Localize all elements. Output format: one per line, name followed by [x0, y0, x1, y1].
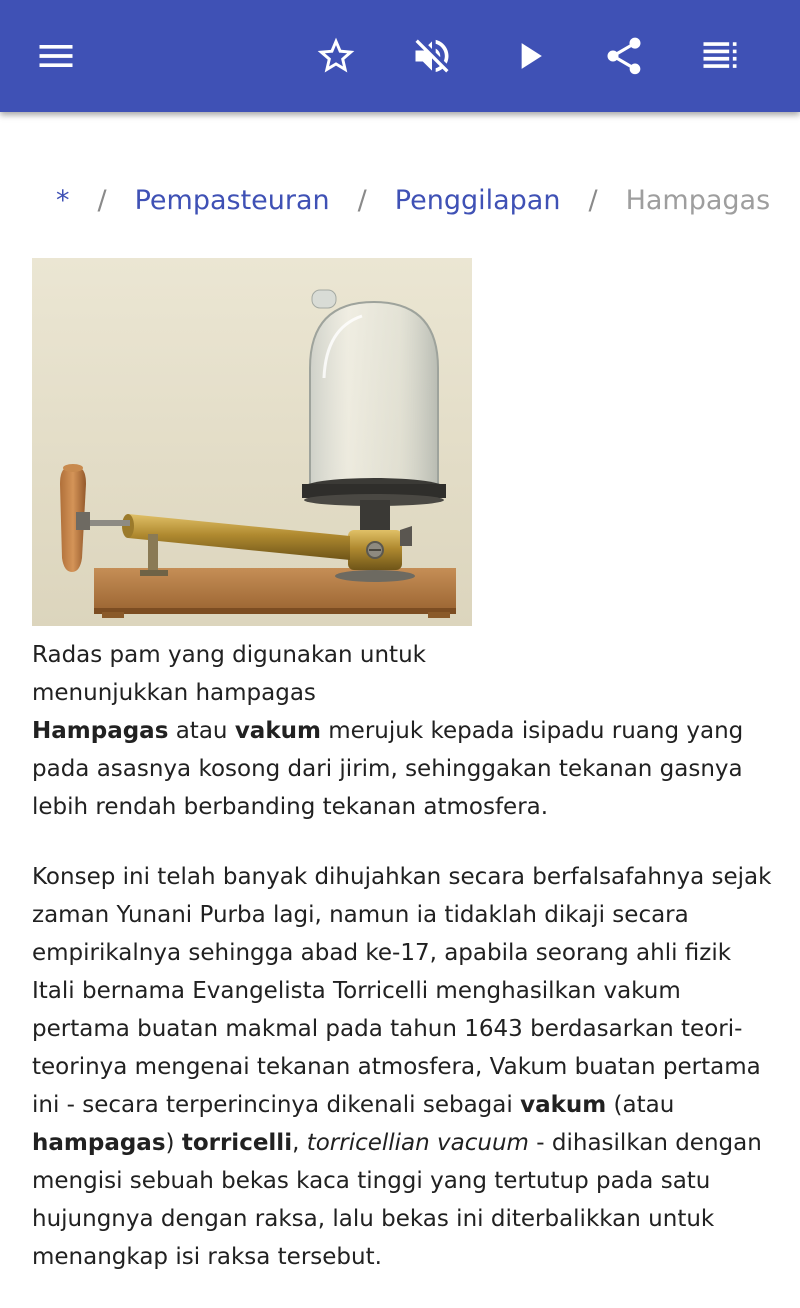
text-span: - dihasilkan dengan mengisi sebuah bekas kaca tinggi yang tertutup pada satu hujungnya dengan raksa, lalu bekas ini diterbalikkan untuk menangkap isi raksa tersebut.: [32, 1130, 762, 1270]
term-vakum: vakum: [520, 1092, 607, 1118]
volume-off-icon: [410, 34, 454, 78]
app-bar: [0, 0, 800, 112]
share-button[interactable]: [592, 24, 656, 88]
term-torricellian-vacuum: torricellian vacuum: [306, 1130, 529, 1156]
article-image[interactable]: [32, 258, 472, 626]
star-icon: [314, 34, 358, 78]
breadcrumb-separator: /: [357, 184, 367, 216]
play-button[interactable]: [497, 24, 561, 88]
favorite-button[interactable]: [304, 24, 368, 88]
term-vakum: vakum: [234, 718, 321, 744]
article-body: [32, 712, 772, 1308]
list-icon: [698, 34, 742, 78]
text-span: Konsep ini telah banyak dihujahkan secara berfalsafahnya sejak zaman Yunani Purba lagi, namun ia tidaklah dikaji secara empirikalnya sehingga abad ke-17, apabila seorang ahli fizik Itali bernama Evangelista Torricelli menghasilkan vakum pertama buatan makmal pada tahun 1643 berdasarkan teori-teorinya mengenai tekanan atmosfera, Vakum buatan pertama ini - secara terperincinya dikenali sebagai: [32, 864, 772, 1118]
term-torricelli: torricelli: [181, 1130, 293, 1156]
breadcrumb-item-home[interactable]: *: [56, 184, 70, 216]
text-span: merujuk kepada isipadu ruang yang pada asasnya kosong dari jirim, sehinggakan tekanan gasnya lebih rendah berbanding tekanan atmosfera.: [32, 718, 744, 820]
breadcrumb-separator: /: [97, 184, 107, 216]
contents-button[interactable]: [688, 24, 752, 88]
play-icon: [507, 34, 551, 78]
article-paragraph: [32, 712, 772, 826]
breadcrumb-item-penggilapan[interactable]: Penggilapan: [394, 184, 561, 216]
breadcrumb-item-pempasteuran[interactable]: Pempasteuran: [134, 184, 330, 216]
term-hampagas: hampagas: [32, 1130, 166, 1156]
breadcrumb-separator: /: [588, 184, 598, 216]
text-span: ,: [292, 1130, 307, 1156]
text-span: atau: [168, 718, 235, 744]
vacuum-pump-illustration: [32, 258, 472, 626]
article-paragraph: [32, 858, 772, 1276]
share-icon: [602, 34, 646, 78]
text-span: (atau: [606, 1092, 675, 1118]
breadcrumb: [56, 178, 770, 222]
menu-icon: [34, 34, 78, 78]
term-hampagas: Hampagas: [32, 718, 169, 744]
breadcrumb-current: Hampagas: [625, 184, 771, 216]
mute-button[interactable]: [400, 24, 464, 88]
image-caption: Radas pam yang digunakan untuk menunjukkan hampagas: [32, 642, 426, 706]
text-span: ): [165, 1130, 182, 1156]
menu-button[interactable]: [24, 24, 88, 88]
